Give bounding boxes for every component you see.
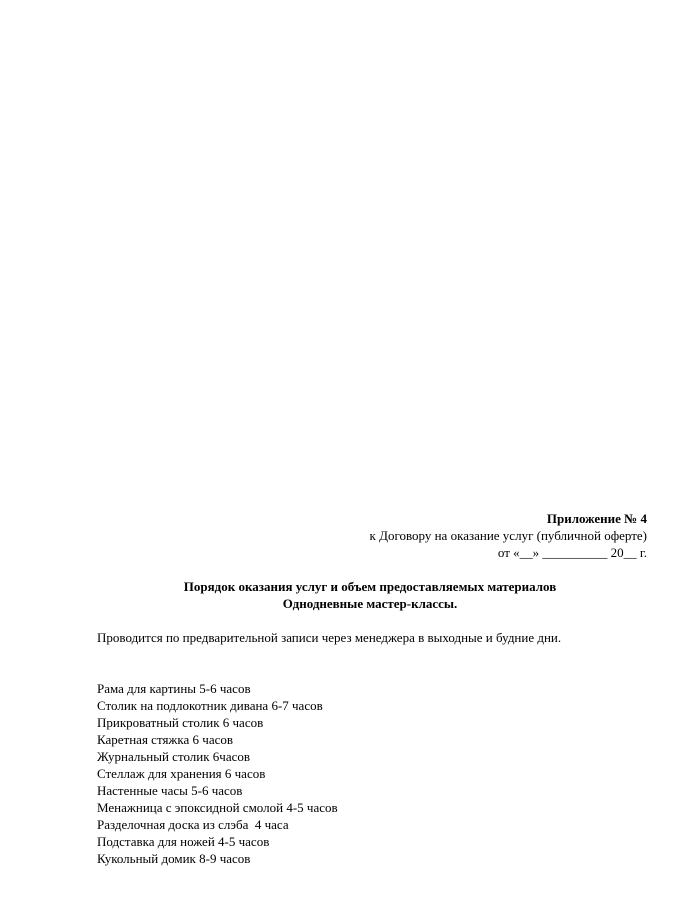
course-list [97,680,338,867]
course-item: Менажница с эпоксидной смолой 4-5 часов [97,800,338,815]
course-item: Подставка для ножей 4-5 часов [97,834,270,849]
document-title-line-1: Порядок оказания услуг и объем предоставляемых материалов [183,579,557,594]
course-item: Прикроватный столик 6 часов [97,715,264,730]
course-item: Разделочная доска из слэба 4 часа [97,817,289,832]
intro-paragraph: Проводится по предварительной записи через менеджера в выходные и будние дни. [97,630,562,645]
course-item: Кукольный домик 8-9 часов [97,851,251,866]
appendix-date-line: от «__» __________ 20__ г. [497,545,647,560]
course-item: Столик на подлокотник дивана 6-7 часов [97,698,323,713]
course-item: Рама для картины 5-6 часов [97,681,251,696]
course-item: Журнальный столик 6часов [97,749,251,764]
course-item: Настенные часы 5-6 часов [97,783,243,798]
document-title [0,578,695,612]
document-title-line-2: Однодневные мастер-классы. [282,596,458,611]
appendix-subtitle: к Договору на оказание услуг (публичной оферте) [369,528,647,543]
course-item: Каретная стяжка 6 часов [97,732,234,747]
appendix-title: Приложение № 4 [546,511,647,526]
course-item: Стеллаж для хранения 6 часов [97,766,266,781]
appendix-header [370,510,647,561]
